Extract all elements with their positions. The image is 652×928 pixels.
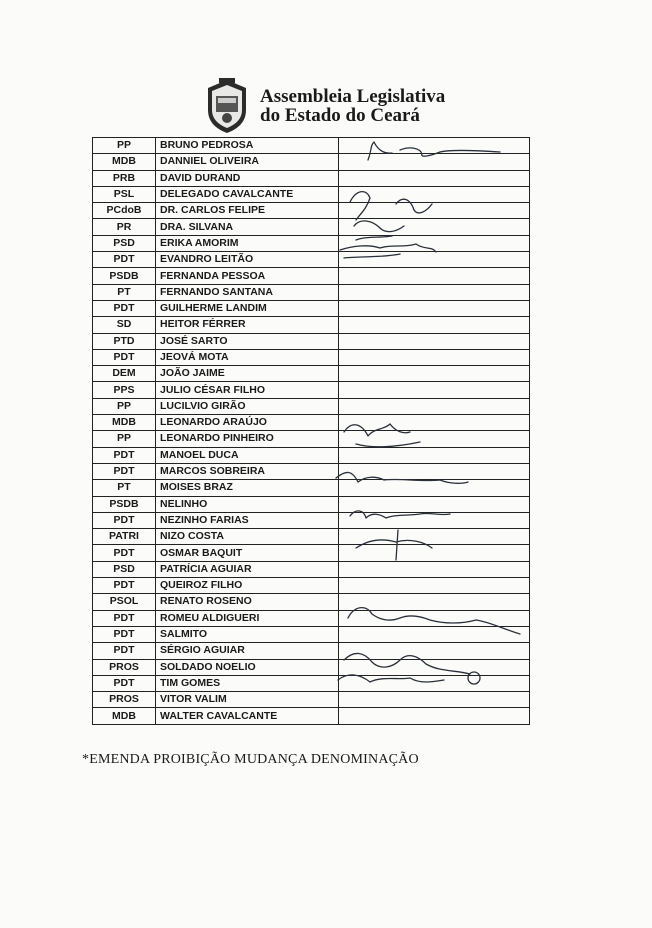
deputy-name-cell: DAVID DURAND <box>156 170 339 186</box>
signature-cell <box>339 284 530 300</box>
deputy-name-cell: DANNIEL OLIVEIRA <box>156 154 339 170</box>
party-cell: PPS <box>93 382 156 398</box>
deputy-name-cell: WALTER CAVALCANTE <box>156 708 339 724</box>
table-row <box>93 545 530 561</box>
deputy-name-cell: BRUNO PEDROSA <box>156 138 339 154</box>
signature-cell <box>339 463 530 479</box>
party-cell: PROS <box>93 692 156 708</box>
signature-cell <box>339 235 530 251</box>
deputy-name-cell: LUCILVIO GIRÃO <box>156 398 339 414</box>
table-row <box>93 675 530 691</box>
table-row <box>93 349 530 365</box>
party-cell: PDT <box>93 252 156 268</box>
signature-cell <box>339 252 530 268</box>
deputy-name-cell: FERNANDO SANTANA <box>156 284 339 300</box>
signature-cell <box>339 203 530 219</box>
table-row <box>93 268 530 284</box>
table-row <box>93 578 530 594</box>
party-cell: PDT <box>93 626 156 642</box>
party-cell: PP <box>93 138 156 154</box>
party-cell: MDB <box>93 154 156 170</box>
deputy-name-cell: JOÃO JAIME <box>156 366 339 382</box>
party-cell: PDT <box>93 578 156 594</box>
table-row <box>93 154 530 170</box>
signature-cell <box>339 349 530 365</box>
assembly-seal-icon <box>202 76 252 136</box>
signature-cell <box>339 561 530 577</box>
deputy-name-cell: OSMAR BAQUIT <box>156 545 339 561</box>
deputy-name-cell: DRA. SILVANA <box>156 219 339 235</box>
table-row <box>93 170 530 186</box>
signature-cell <box>339 333 530 349</box>
deputy-name-cell: RENATO ROSENO <box>156 594 339 610</box>
signature-cell <box>339 138 530 154</box>
signature-cell <box>339 431 530 447</box>
deputy-name-cell: GUILHERME LANDIM <box>156 300 339 316</box>
table-row <box>93 659 530 675</box>
table-row <box>93 203 530 219</box>
party-cell: PT <box>93 480 156 496</box>
signature-cell <box>339 170 530 186</box>
deputy-name-cell: NEZINHO FARIAS <box>156 512 339 528</box>
party-cell: PDT <box>93 349 156 365</box>
organization-line-2: do Estado do Ceará <box>260 105 420 126</box>
party-cell: PDT <box>93 463 156 479</box>
table-row <box>93 284 530 300</box>
deputy-name-cell: HEITOR FÉRRER <box>156 317 339 333</box>
table-row <box>93 252 530 268</box>
signature-cell <box>339 382 530 398</box>
organization-line-1: Assembleia Legislativa <box>260 86 446 107</box>
signature-cell <box>339 675 530 691</box>
party-cell: PSD <box>93 235 156 251</box>
table-row <box>93 529 530 545</box>
signature-cell <box>339 186 530 202</box>
table-row <box>93 398 530 414</box>
party-cell: PSD <box>93 561 156 577</box>
table-row <box>93 138 530 154</box>
party-cell: MDB <box>93 415 156 431</box>
deputy-name-cell: JULIO CÉSAR FILHO <box>156 382 339 398</box>
table-row <box>93 626 530 642</box>
deputy-name-cell: MANOEL DUCA <box>156 447 339 463</box>
party-cell: PSDB <box>93 496 156 512</box>
party-cell: PP <box>93 398 156 414</box>
signature-cell <box>339 447 530 463</box>
table-row <box>93 447 530 463</box>
table-row <box>93 431 530 447</box>
deputy-name-cell: PATRÍCIA AGUIAR <box>156 561 339 577</box>
signature-cell <box>339 219 530 235</box>
table-row <box>93 708 530 724</box>
deputy-name-cell: NIZO COSTA <box>156 529 339 545</box>
deputy-name-cell: SOLDADO NOELIO <box>156 659 339 675</box>
party-cell: MDB <box>93 708 156 724</box>
signature-cell <box>339 154 530 170</box>
party-cell: SD <box>93 317 156 333</box>
party-cell: PDT <box>93 610 156 626</box>
party-cell: PDT <box>93 300 156 316</box>
table-row <box>93 643 530 659</box>
deputy-name-cell: MOISES BRAZ <box>156 480 339 496</box>
party-cell: PR <box>93 219 156 235</box>
document-note: *EMENDA PROIBIÇÃO MUDANÇA DENOMINAÇÃO <box>82 752 419 767</box>
deputy-name-cell: DR. CARLOS FELIPE <box>156 203 339 219</box>
signature-cell <box>339 578 530 594</box>
signature-cell <box>339 512 530 528</box>
party-cell: PDT <box>93 545 156 561</box>
signature-cell <box>339 398 530 414</box>
signature-cell <box>339 366 530 382</box>
deputy-name-cell: QUEIROZ FILHO <box>156 578 339 594</box>
party-cell: PP <box>93 431 156 447</box>
party-cell: PROS <box>93 659 156 675</box>
deputy-name-cell: NELINHO <box>156 496 339 512</box>
party-cell: PCdoB <box>93 203 156 219</box>
signature-cell <box>339 529 530 545</box>
party-cell: PSL <box>93 186 156 202</box>
table-row <box>93 366 530 382</box>
table-row <box>93 512 530 528</box>
deputy-name-cell: SÉRGIO AGUIAR <box>156 643 339 659</box>
table-row <box>93 333 530 349</box>
table-row <box>93 186 530 202</box>
signature-cell <box>339 300 530 316</box>
party-cell: PSOL <box>93 594 156 610</box>
deputy-name-cell: VITOR VALIM <box>156 692 339 708</box>
table-row <box>93 382 530 398</box>
signature-cell <box>339 317 530 333</box>
table-row <box>93 235 530 251</box>
table-row <box>93 692 530 708</box>
party-cell: PRB <box>93 170 156 186</box>
deputy-name-cell: JEOVÁ MOTA <box>156 349 339 365</box>
table-row <box>93 496 530 512</box>
party-cell: PTD <box>93 333 156 349</box>
signature-cell <box>339 643 530 659</box>
signature-cell <box>339 610 530 626</box>
deputy-name-cell: LEONARDO PINHEIRO <box>156 431 339 447</box>
table-row <box>93 594 530 610</box>
deputy-name-cell: DELEGADO CAVALCANTE <box>156 186 339 202</box>
organization-name <box>260 87 445 125</box>
signature-cell <box>339 626 530 642</box>
deputy-name-cell: ROMEU ALDIGUERI <box>156 610 339 626</box>
table-row <box>93 463 530 479</box>
deputy-name-cell: TIM GOMES <box>156 675 339 691</box>
party-cell: PDT <box>93 512 156 528</box>
letterhead <box>202 76 445 136</box>
signature-cell <box>339 692 530 708</box>
table-row <box>93 300 530 316</box>
party-cell: PDT <box>93 675 156 691</box>
party-cell: PATRI <box>93 529 156 545</box>
table-row <box>93 219 530 235</box>
party-cell: PT <box>93 284 156 300</box>
signature-cell <box>339 268 530 284</box>
table-row <box>93 610 530 626</box>
deputy-name-cell: ERIKA AMORIM <box>156 235 339 251</box>
deputy-name-cell: JOSÉ SARTO <box>156 333 339 349</box>
signature-cell <box>339 594 530 610</box>
deputy-name-cell: SALMITO <box>156 626 339 642</box>
table-row <box>93 415 530 431</box>
deputies-signature-table <box>92 137 530 725</box>
table-row <box>93 561 530 577</box>
signature-cell <box>339 545 530 561</box>
deputy-name-cell: LEONARDO ARAÚJO <box>156 415 339 431</box>
signature-cell <box>339 415 530 431</box>
party-cell: PSDB <box>93 268 156 284</box>
table-row <box>93 480 530 496</box>
party-cell: DEM <box>93 366 156 382</box>
deputy-name-cell: EVANDRO LEITÃO <box>156 252 339 268</box>
table-row <box>93 317 530 333</box>
signature-cell <box>339 659 530 675</box>
deputy-name-cell: FERNANDA PESSOA <box>156 268 339 284</box>
party-cell: PDT <box>93 447 156 463</box>
signature-cell <box>339 480 530 496</box>
deputy-name-cell: MARCOS SOBREIRA <box>156 463 339 479</box>
signature-cell <box>339 708 530 724</box>
signature-cell <box>339 496 530 512</box>
party-cell: PDT <box>93 643 156 659</box>
